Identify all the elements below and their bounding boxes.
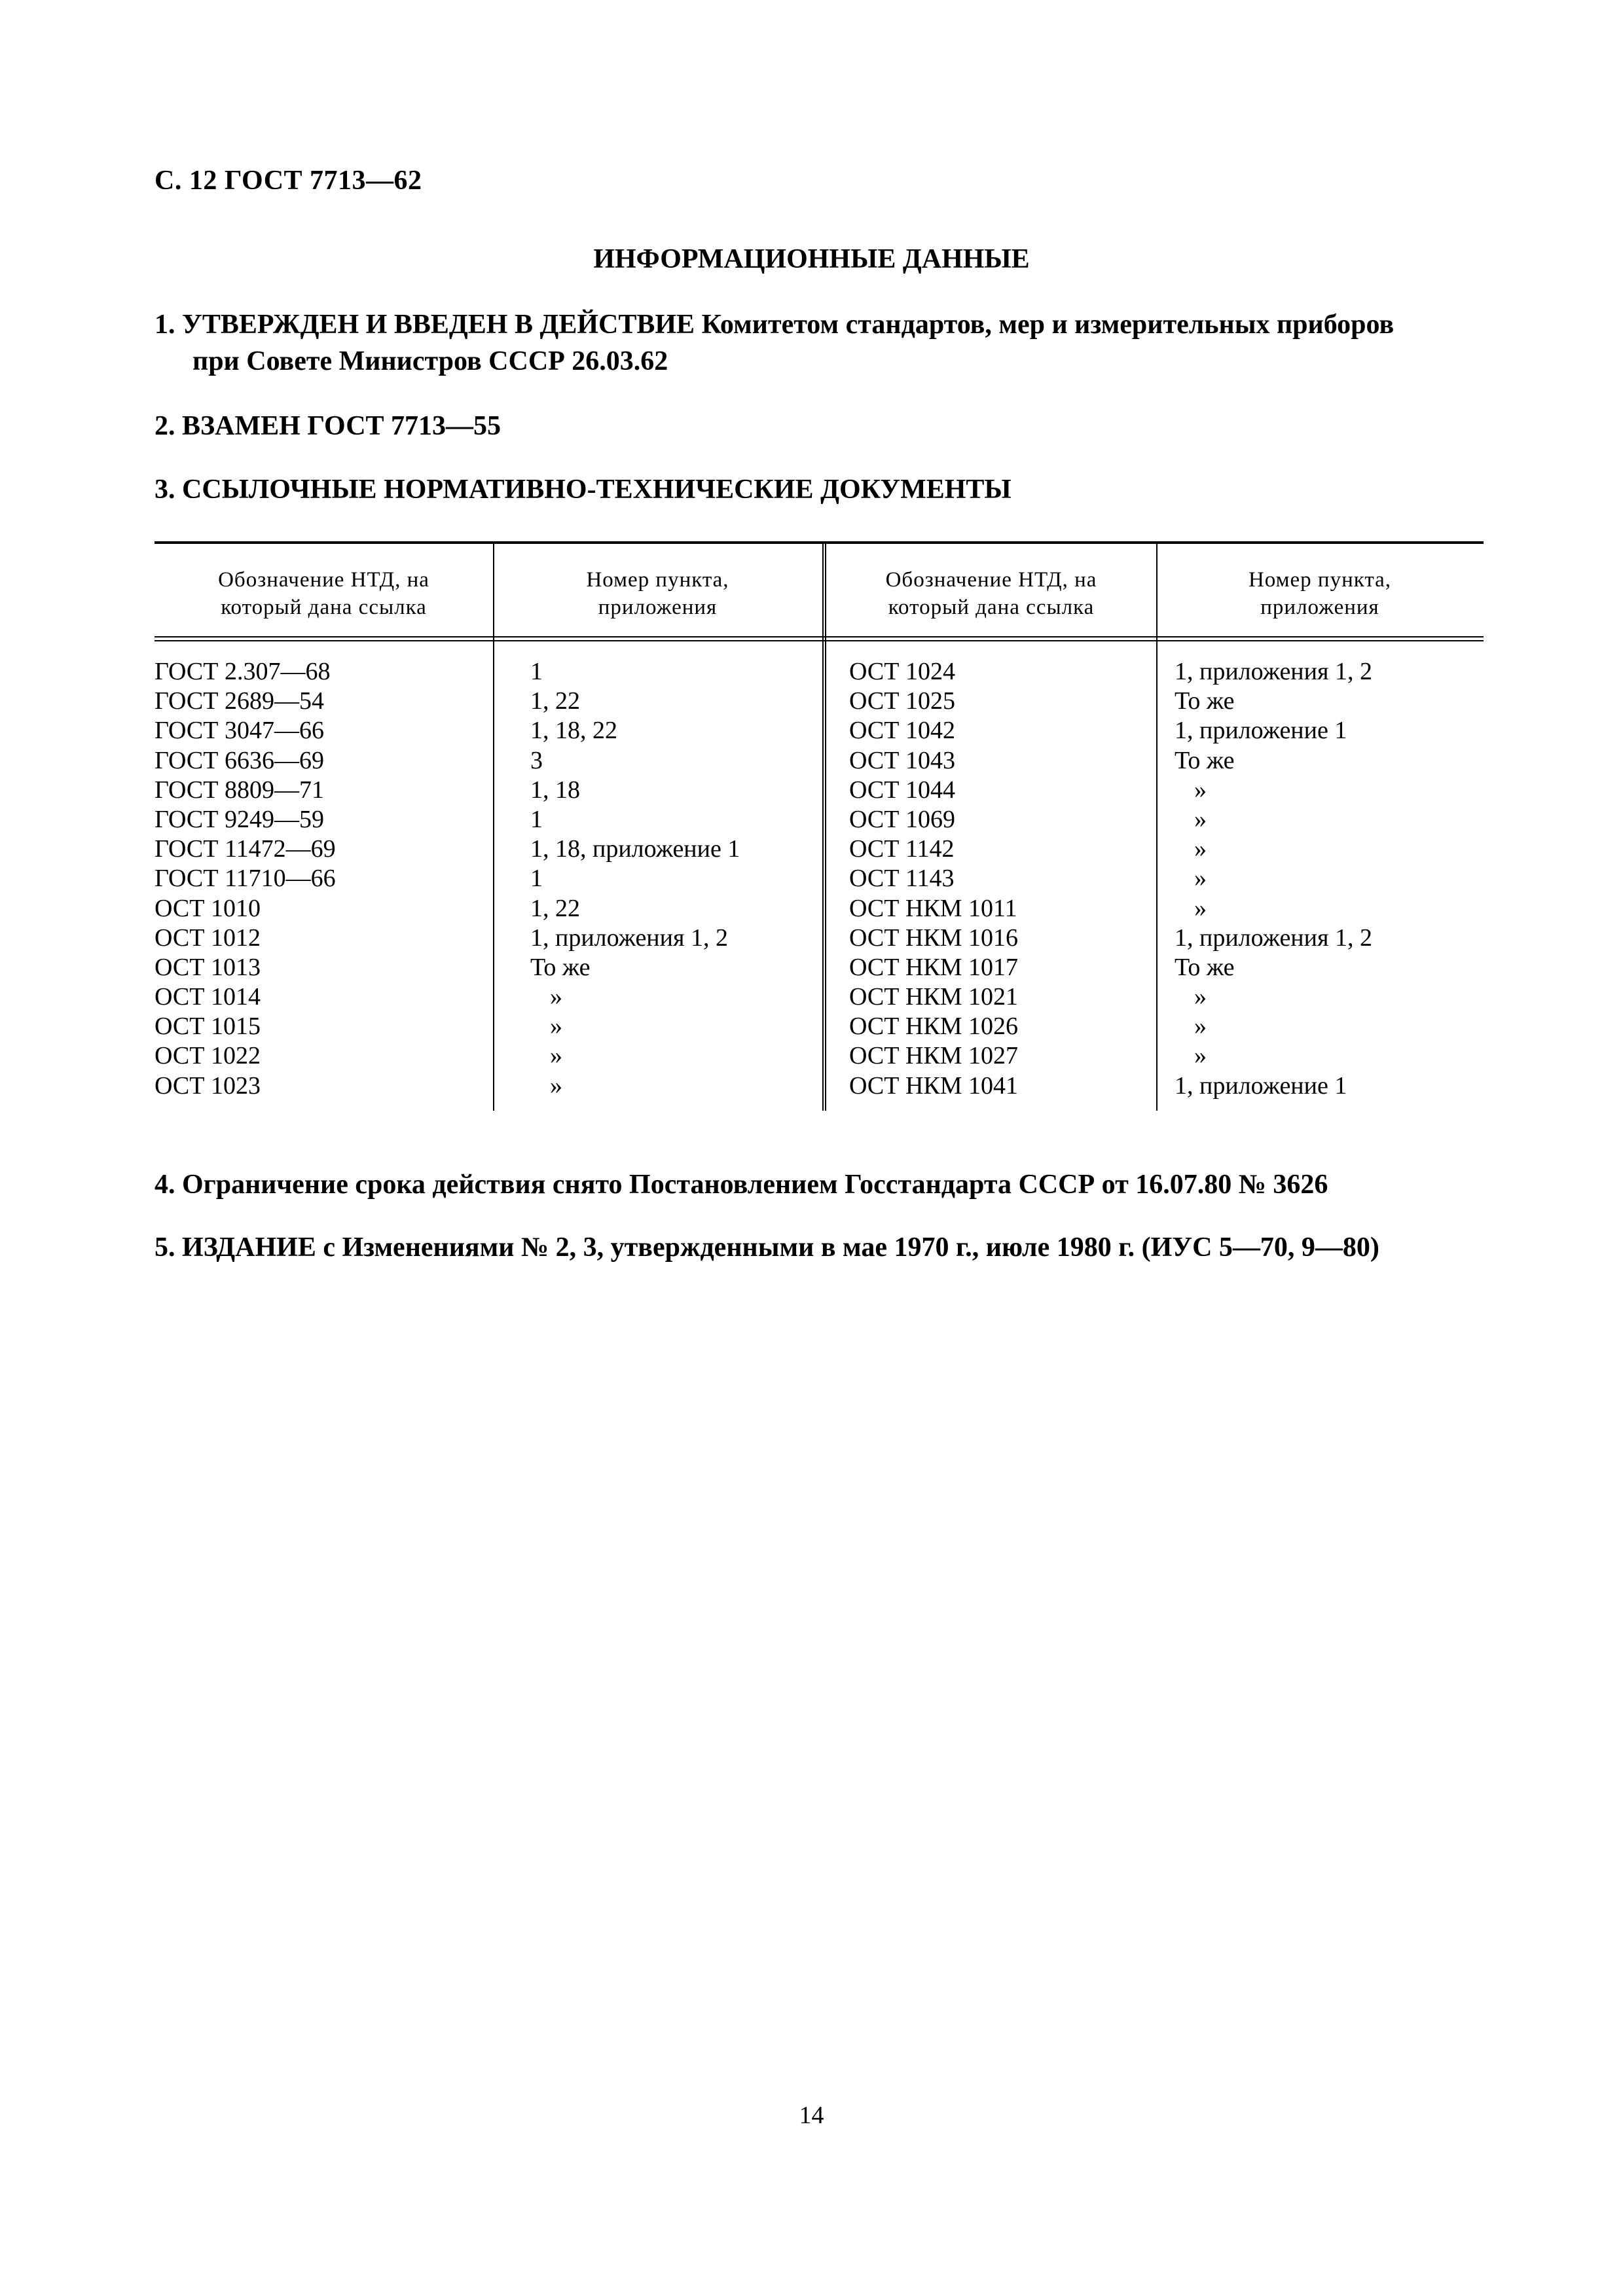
table-cell-ref: 1	[530, 658, 543, 685]
table-cell-ref: 1, приложения 1, 2	[530, 924, 728, 952]
table-header-rule	[155, 636, 1484, 641]
table-cell-ref: 1	[530, 805, 543, 833]
table-cell-ref: »	[550, 1042, 562, 1070]
table-cell-doc: ОСТ 1024	[849, 658, 955, 685]
table-cell-doc: ГОСТ 11710—66	[155, 865, 336, 893]
table-divider	[493, 541, 494, 1111]
table-cell-ref: »	[1194, 1042, 1207, 1070]
page-number: 14	[799, 2102, 824, 2129]
table-cell-ref: 1, 22	[530, 894, 580, 922]
table-cell-doc: ГОСТ 6636—69	[155, 746, 324, 774]
table-cell-doc: ОСТ 1014	[155, 983, 261, 1011]
table-cell-ref: 1, 18, 22	[530, 717, 617, 745]
item-approved	[155, 306, 1484, 380]
table-cell-doc: ОСТ 1010	[155, 894, 261, 922]
table-cell-ref: То же	[530, 953, 591, 981]
table-cell-ref: »	[1194, 805, 1207, 833]
table-cell-doc: ОСТ 1143	[849, 865, 955, 893]
header-line: который дана ссылка	[888, 596, 1095, 619]
table-cell-doc: ОСТ 1022	[155, 1042, 261, 1070]
table-cell-ref: »	[1194, 865, 1207, 893]
table-cell-doc: ГОСТ 2.307—68	[155, 658, 331, 685]
table-cell-doc: ОСТ НКМ 1027	[849, 1042, 1019, 1070]
item-replaced: 2. ВЗАМЕН ГОСТ 7713—55	[155, 411, 501, 441]
table-cell-ref: 1, приложение 1	[1175, 1071, 1347, 1100]
header-num-right	[1156, 566, 1484, 621]
table-cell-doc: ОСТ 1142	[849, 835, 955, 863]
item-limit: 4. Ограничение срока действия снято Постановлением Госстандарта СССР от 16.07.80 № 3626	[155, 1170, 1328, 1200]
table-cell-ref: »	[1194, 1013, 1207, 1041]
table-cell-ref: »	[1194, 776, 1207, 804]
table-cell-doc: ОСТ 1015	[155, 1013, 261, 1041]
item-edition: 5. ИЗДАНИЕ с Изменениями № 2, 3, утвержденными в мае 1970 г., июле 1980 г. (ИУС 5—70, 9—80)	[155, 1232, 1379, 1263]
table-double-divider	[822, 541, 826, 1111]
header-line: который дана ссылка	[221, 596, 427, 619]
column-right-docs	[849, 657, 1018, 1101]
table-cell-ref: 3	[530, 746, 543, 774]
table-cell-ref: 1, 18	[530, 776, 580, 804]
table-cell-doc: ОСТ НКМ 1021	[849, 983, 1019, 1011]
table-cell-ref: 1, 22	[530, 687, 580, 715]
header-line: Обозначение НТД, на	[218, 568, 429, 592]
section-title: ИНФОРМАЦИОННЫЕ ДАННЫЕ	[593, 244, 1030, 274]
header-num-left	[493, 566, 822, 621]
table-cell-doc: ОСТ НКМ 1041	[849, 1071, 1019, 1100]
references-table	[155, 541, 1484, 1111]
table-cell-ref: 1, приложения 1, 2	[1175, 658, 1372, 685]
table-cell-doc: ГОСТ 8809—71	[155, 776, 324, 804]
column-left-docs	[155, 657, 336, 1101]
table-cell-ref: »	[550, 1013, 562, 1041]
table-cell-doc: ОСТ НКМ 1016	[849, 924, 1019, 952]
column-left-refs	[530, 657, 740, 1101]
header-line: Номер пункта,	[1248, 568, 1392, 592]
table-cell-ref: То же	[1175, 746, 1235, 774]
table-cell-doc: ОСТ 1012	[155, 924, 261, 952]
table-cell-doc: ОСТ 1025	[849, 687, 955, 715]
header-doc-left	[155, 566, 493, 621]
table-cell-doc: ГОСТ 9249—59	[155, 805, 324, 833]
table-cell-doc: ОСТ 1013	[155, 953, 261, 981]
table-cell-doc: ГОСТ 11472—69	[155, 835, 336, 863]
table-cell-doc: ОСТ НКМ 1026	[849, 1013, 1019, 1041]
table-cell-ref: 1, 18, приложение 1	[530, 835, 740, 863]
table-cell-ref: »	[550, 983, 562, 1011]
item-references-heading: 3. ССЫЛОЧНЫЕ НОРМАТИВНО-ТЕХНИЧЕСКИЕ ДОКУМЕНТЫ	[155, 475, 1012, 505]
table-cell-doc: ОСТ 1023	[155, 1071, 261, 1100]
header-line: приложения	[1260, 596, 1379, 619]
table-cell-ref: »	[550, 1071, 562, 1100]
table-cell-ref: То же	[1175, 687, 1235, 715]
header-doc-right	[826, 566, 1156, 621]
item-approved-line2: при Совете Министров СССР 26.03.62	[192, 346, 668, 376]
table-cell-ref: 1, приложения 1, 2	[1175, 924, 1372, 952]
header-line: Обозначение НТД, на	[885, 568, 1097, 592]
header-line: Номер пункта,	[586, 568, 729, 592]
table-cell-ref: 1	[530, 865, 543, 893]
header-line: приложения	[598, 596, 718, 619]
table-cell-doc: ОСТ НКМ 1011	[849, 894, 1017, 922]
table-cell-doc: ОСТ 1069	[849, 805, 955, 833]
column-right-refs	[1175, 657, 1372, 1101]
table-cell-doc: ОСТ НКМ 1017	[849, 953, 1019, 981]
table-cell-doc: ОСТ 1043	[849, 746, 955, 774]
table-cell-doc: ОСТ 1042	[849, 717, 955, 745]
table-cell-ref: То же	[1175, 953, 1235, 981]
table-divider	[1156, 541, 1158, 1111]
table-cell-ref: »	[1194, 983, 1207, 1011]
table-cell-ref: »	[1194, 835, 1207, 863]
table-cell-doc: ОСТ 1044	[849, 776, 955, 804]
table-top-rule	[155, 541, 1484, 544]
table-cell-doc: ГОСТ 2689—54	[155, 687, 324, 715]
table-cell-doc: ГОСТ 3047—66	[155, 717, 324, 745]
item-approved-line1: 1. УТВЕРЖДЕН И ВВЕДЕН В ДЕЙСТВИЕ Комитетом стандартов, мер и измерительных приборов	[155, 310, 1395, 340]
table-cell-ref: 1, приложение 1	[1175, 717, 1347, 745]
table-cell-ref: »	[1194, 894, 1207, 922]
page-header: С. 12 ГОСТ 7713—62	[155, 166, 422, 196]
